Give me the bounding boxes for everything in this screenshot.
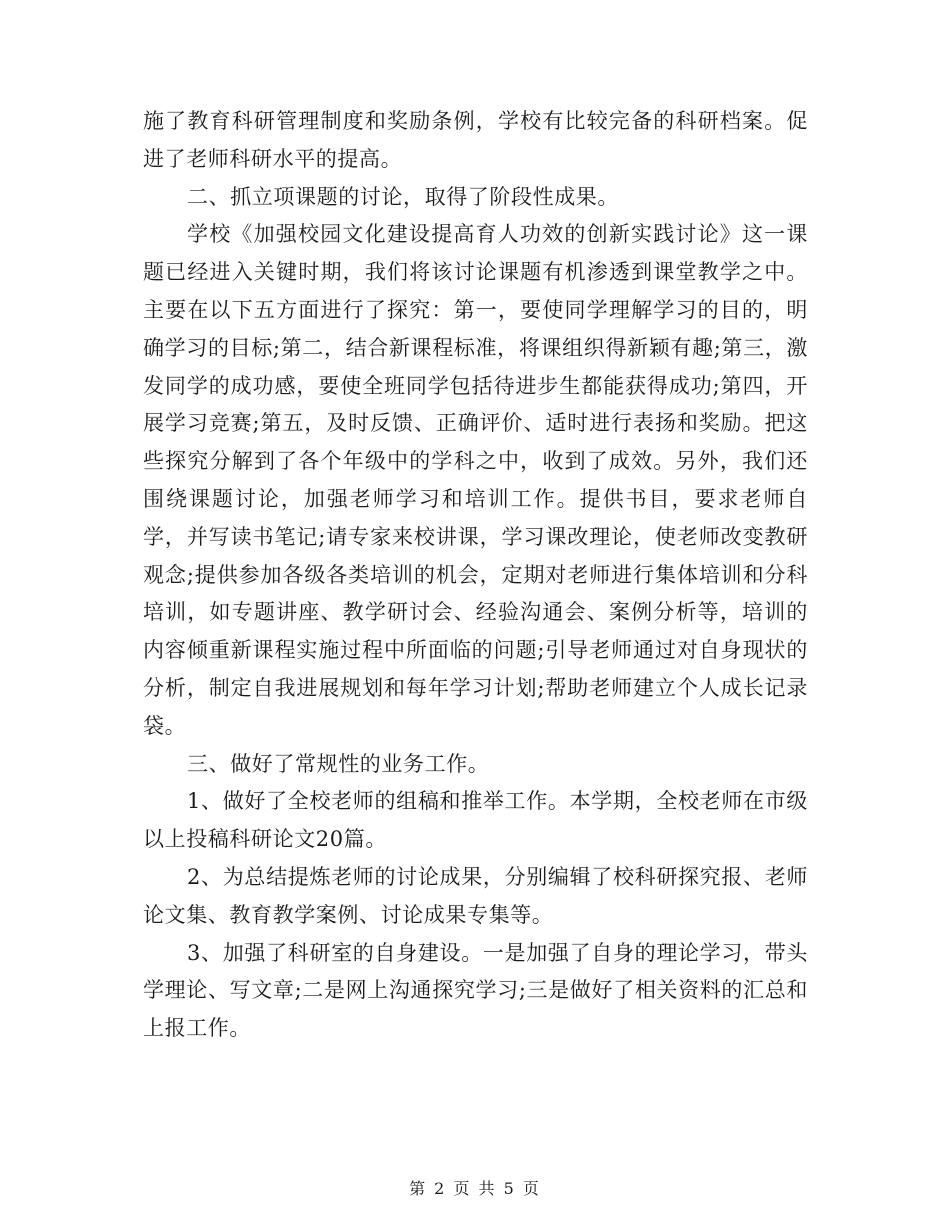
page-number-footer: 第 2 页 共 5 页 <box>409 1179 541 1198</box>
section-heading-2: 二、抓立项课题的讨论，取得了阶段性成果。 <box>187 184 619 209</box>
section-heading-3: 三、做好了常规性的业务工作。 <box>187 751 490 776</box>
list-item-2: 2、为总结提炼老师的讨论成果，分别编辑了校科研探究报、老师论文集、教育教学案例、讨论成果专集等。 <box>143 864 808 927</box>
paragraph-research-topic: 学校《加强校园文化建设提高育人功效的创新实践讨论》这一课题已经进入关键时期，我们将该讨论课题有机渗透到课堂教学之中。主要在以下五方面进行了探究：第一，要使同学理解学习的目的，明确学习的目标;第二，结合新课程标准，将课组织得新颖有趣;第三，激发同学的成功感，要使全班同学包括待进步生都能获得成功;第四，开展学习竞赛;第五，及时反馈、正确评价、适时进行表扬和奖励。把这些探究分解到了各个年级中的学科之中，收到了成效。另外，我们还围绕课题讨论，加强老师学习和培训工作。提供书目，要求老师自学，并写读书笔记;请专家来校讲课，学习课改理论，使老师改变教研观念;提供参加各级各类培训的机会，定期对老师进行集体培训和分科培训，如专题讲座、教学研讨会、经验沟通会、案例分析等，培训的内容倾重新课程实施过程中所面临的问题;引导老师通过对自身现状的分析，制定自我进展规划和每年学习计划;帮助老师建立个人成长记录袋。 <box>143 222 808 738</box>
document-body <box>143 103 808 1048</box>
list-item-1: 1、做好了全校老师的组稿和推举工作。本学期，全校老师在市级以上投稿科研论文20篇。 <box>143 789 808 852</box>
paragraph-1: 施了教育科研管理制度和奖励条例，学校有比较完备的科研档案。促进了老师科研水平的提高。 <box>143 109 808 171</box>
list-item-3: 3、加强了科研室的自身建设。一是加强了自身的理论学习，带头学理论、写文章;二是网上沟通探究学习;三是做好了相关资料的汇总和上报工作。 <box>143 940 808 1041</box>
